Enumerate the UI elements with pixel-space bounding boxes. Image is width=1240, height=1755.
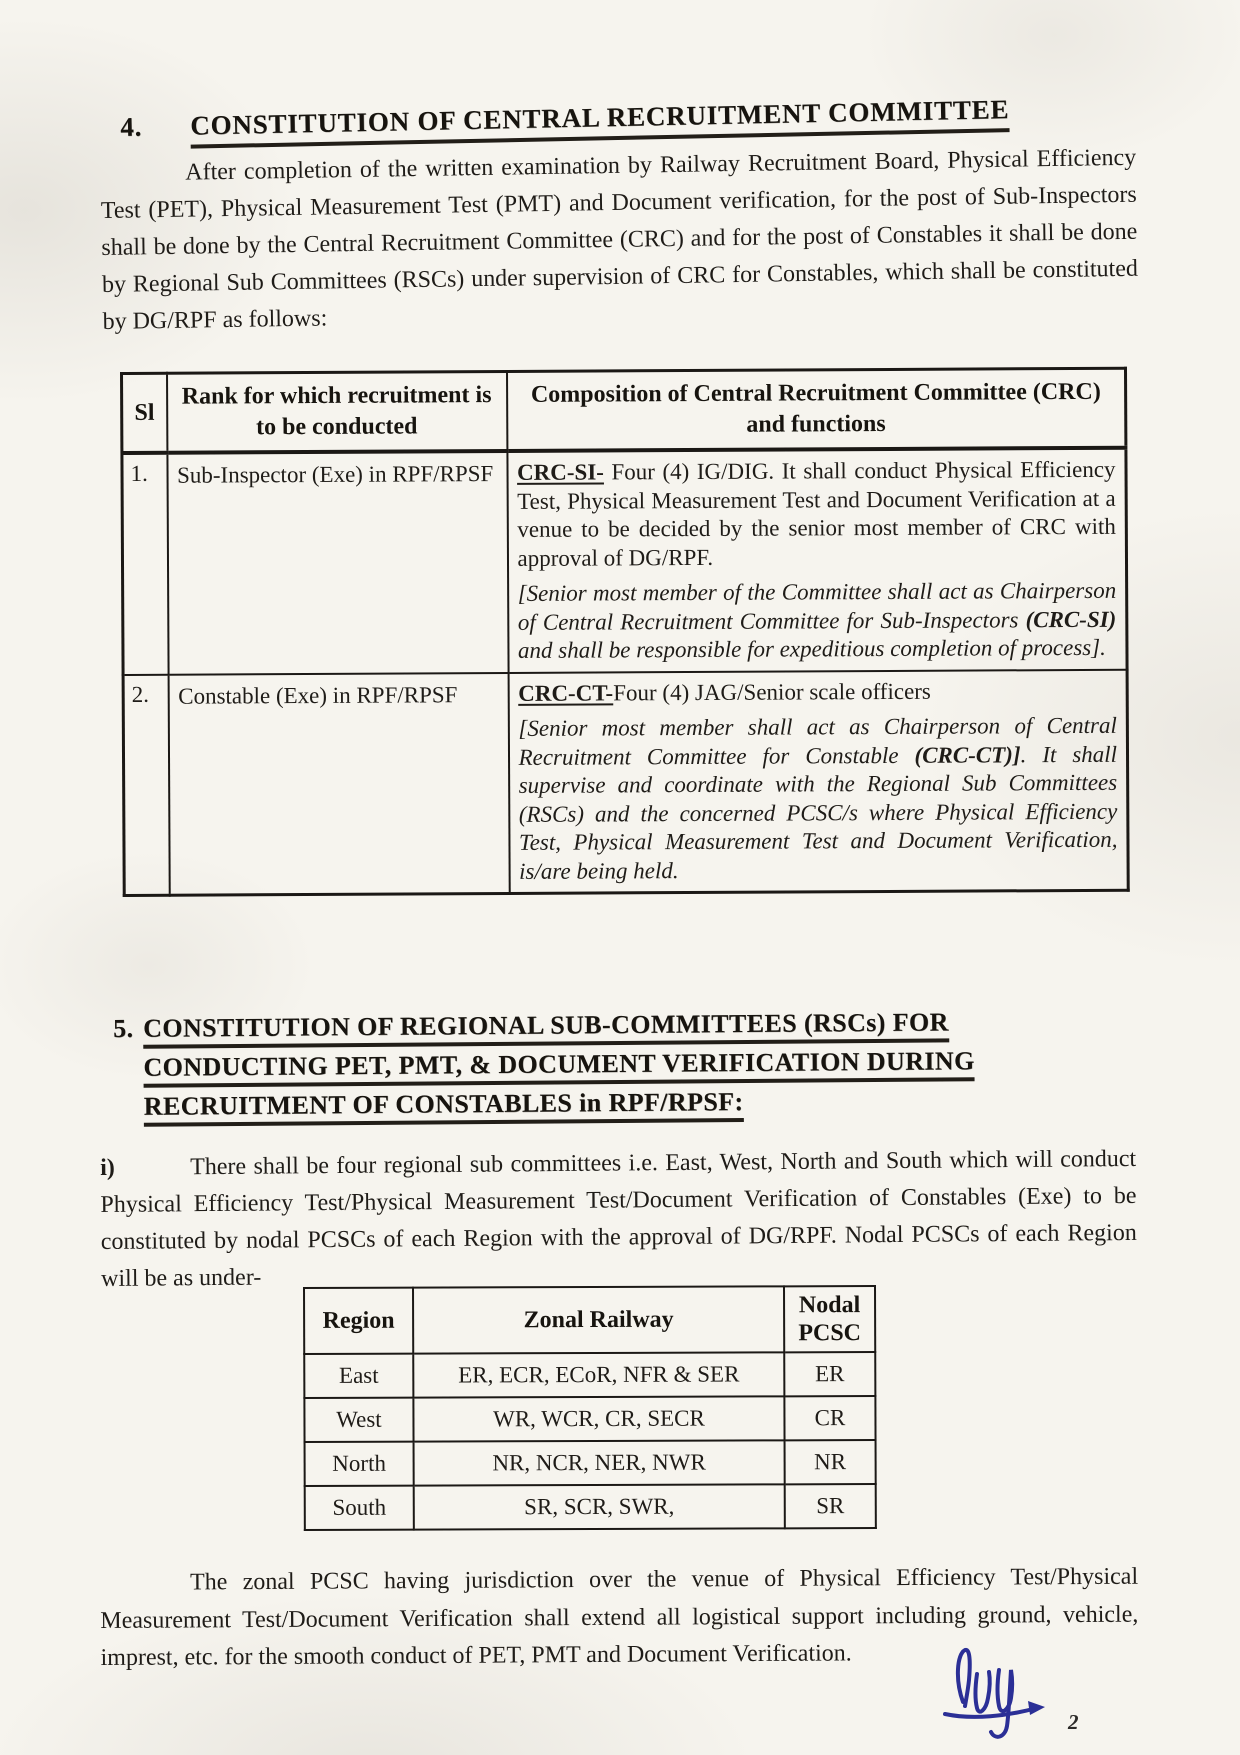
crc-row-2-function-text — [518, 676, 1117, 708]
page-number: 2 — [1068, 1710, 1079, 1734]
region-north-nodal: NR — [785, 1440, 876, 1484]
region-header-zonal: Zonal Railway — [413, 1286, 784, 1353]
region-west-zonal: WR, WCR, CR, SECR — [413, 1396, 784, 1441]
crc-row-1-note — [518, 577, 1117, 666]
crc-header-sl: Sl — [122, 373, 167, 453]
section-5-number: 5. — [113, 1013, 134, 1043]
region-east-nodal: ER — [784, 1352, 875, 1396]
region-south-name: South — [305, 1486, 414, 1530]
region-south-zonal: SR, SCR, SWR, — [414, 1484, 785, 1529]
crc-header-row — [122, 368, 1126, 453]
region-south-nodal: SR — [785, 1484, 876, 1528]
crc-row-1-lead: CRC-SI- — [516, 459, 604, 485]
crc-row-2-sl: 2. — [123, 674, 169, 895]
crc-row-2-body: Four (4) JAG/Senior scale officers — [613, 678, 931, 705]
item-i-label: i) — [100, 1154, 115, 1181]
crc-row-2-composition — [508, 669, 1128, 893]
section-5-heading-line-1 — [113, 1005, 974, 1046]
section-5-title-line-3: RECRUITMENT OF CONSTABLES in RPF/RPSF: — [144, 1087, 744, 1127]
crc-row-1-rank: Sub-Inspector (Exe) in RPF/RPSF — [167, 451, 508, 674]
region-north-name: North — [305, 1442, 414, 1486]
crc-row-1-note-bold: (CRC-SI) — [1025, 606, 1117, 632]
region-west-name: West — [304, 1398, 413, 1442]
region-table — [303, 1285, 877, 1531]
section-5-title-line-2: CONDUCTING PET, PMT, & DOCUMENT VERIFICATION DURING — [143, 1046, 974, 1088]
crc-header-rank: Rank for which recruitment is to be conducted — [167, 371, 507, 452]
region-west-nodal: CR — [784, 1396, 875, 1440]
region-east-zonal: ER, ECR, ECoR, NFR & SER — [413, 1352, 784, 1397]
section-5-heading — [113, 1005, 975, 1129]
region-north-zonal: NR, NCR, NER, NWR — [414, 1440, 785, 1485]
region-header-nodal: Nodal PCSC — [784, 1286, 875, 1352]
region-header-region: Region — [304, 1288, 413, 1354]
region-east-name: East — [304, 1354, 413, 1398]
section-4-heading — [120, 94, 1010, 143]
region-row-east — [304, 1352, 875, 1398]
item-i-paragraph — [100, 1141, 1137, 1298]
crc-row-2-rank: Constable (Exe) in RPF/RPSF — [168, 672, 509, 895]
crc-row-2-note-pre: [Senior most member shall act as Chairperson of Central Recruitment Committee for Constable — [518, 712, 1117, 770]
crc-table — [120, 367, 1130, 897]
section-5-heading-line-2 — [143, 1044, 974, 1085]
section-4-title: CONSTITUTION OF CENTRAL RECRUITMENT COMMITTEE — [190, 94, 1010, 148]
crc-row-2-note — [518, 712, 1117, 886]
section-5-heading-line-3 — [144, 1083, 975, 1124]
crc-row-2-note-post: . It shall supervise and coordinate with the Regional Sub Committees (RSCs) and the concerned PCSC/s where Physical Efficiency Test, Physical Measurement Test and Document Verification, is/are being held. — [518, 741, 1118, 884]
section-4-paragraph: After completion of the written examination by Railway Recruitment Board, Physical Efficiency Test (PET), Physical Measurement Test (PMT) and Document verification, for the post of Sub-Inspectors shall be done by the Central Recruitment Committee (CRC) and for the post of Constables it shall be done by Regional Sub Committees (RSCs) under supervision of CRC for Constables, which shall be constituted by DG/RPF as follows: — [100, 144, 1139, 335]
crc-row-1 — [122, 448, 1127, 675]
crc-row-2-note-bold: (CRC-CT)] — [914, 741, 1021, 768]
crc-row-1-composition — [507, 448, 1127, 673]
crc-header-composition: Composition of Central Recruitment Committee (CRC) and functions — [507, 368, 1126, 451]
section-5-title-line-1: CONSTITUTION OF REGIONAL SUB-COMMITTEES (RSCs) FOR — [143, 1007, 949, 1048]
crc-row-2-lead: CRC-CT- — [518, 679, 614, 706]
section-4-number: 4. — [120, 111, 143, 142]
crc-row-1-note-post: and shall be responsible for expeditious completion of process]. — [517, 634, 1106, 663]
region-row-south — [305, 1484, 876, 1530]
region-header-row — [304, 1286, 875, 1354]
crc-row-1-body: Four (4) IG/DIG. It shall conduct Physical Efficiency Test, Physical Measurement Test and Document Verification at a venue to be decided by the senior most member of CRC with approval of DG/RPF. — [517, 456, 1116, 571]
closing-paragraph: The zonal PCSC having jurisdiction over the venue of Physical Efficiency Test/Physical Measurement Test/Document Verification shall extend all logistical support including ground, vehicle, imprest, etc. for the smooth conduct of PET, PMT and Document Verification. — [100, 1563, 1139, 1671]
region-row-north — [305, 1440, 876, 1486]
item-i-text: There shall be four regional sub committees i.e. East, West, North and South which will conduct Physical Efficiency Test/Physical Measurement Test/Document Verification of Constables (Exe) to be constituted by nodal PCSCs of each Region with the approval of DG/RPF. Nodal PCSCs of each Region will be as under- — [100, 1145, 1137, 1292]
signature-ink — [925, 1640, 1060, 1745]
region-row-west — [304, 1396, 875, 1442]
crc-row-1-sl: 1. — [122, 453, 168, 675]
crc-row-1-note-pre: [Senior most member of the Committee shall act as Chairperson of Central Recruitment Committee for Sub-Inspectors — [517, 577, 1117, 635]
crc-row-1-function-text — [517, 456, 1116, 573]
crc-row-2 — [123, 669, 1128, 895]
